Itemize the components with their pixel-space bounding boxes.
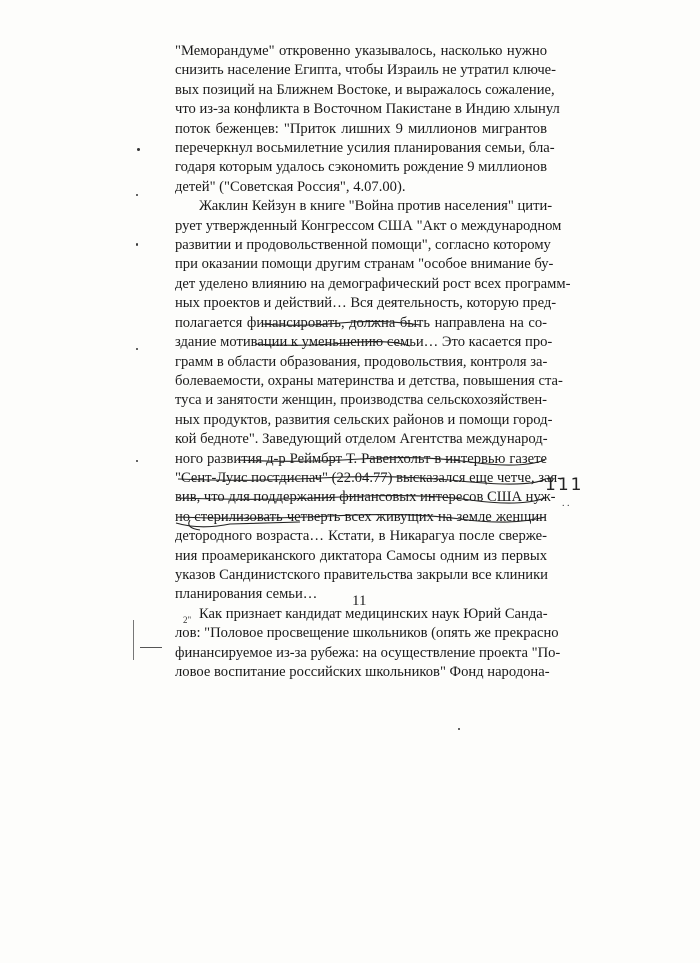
text-line: рует утвержденный Конгрессом США "Акт о международном bbox=[175, 217, 562, 234]
text-line: при оказании помощи другим странам "особое внимание бу- bbox=[175, 256, 554, 273]
text-line: указов Сандинистского правительства закрыли все клиники bbox=[175, 566, 548, 583]
text-line: Жаклин Кейзун в книге "Война против населения" цити- bbox=[199, 198, 553, 215]
margin-dots: . . bbox=[562, 498, 570, 509]
scan-speck bbox=[137, 148, 140, 151]
text-line: здание мотивации к уменьшению семьи… Это касается про- bbox=[175, 334, 553, 351]
text-line: что из-за конфликта в Восточном Пакистане в Индию хлынул bbox=[175, 101, 560, 118]
text-line: болеваемости, охраны материнства и детства, повышения ста- bbox=[175, 372, 563, 389]
text-line: вых позиций на Ближнем Востоке, и выражалось сожаление, bbox=[175, 81, 555, 98]
scan-speck bbox=[136, 348, 138, 350]
scan-speck bbox=[136, 194, 138, 196]
scan-edge-line bbox=[133, 620, 134, 660]
text-line: лов: "Половое просвещение школьников (опять же прекрасно bbox=[175, 625, 559, 642]
text-line: "Сент-Луис постдиспач" (22.04.77) высказался еще четче, зая- bbox=[175, 469, 563, 486]
text-line: детородного возраста… Кстати, в Никарагуа после сверже- bbox=[175, 528, 547, 545]
side-mark: 2" bbox=[183, 615, 192, 625]
text-line: Как признает кандидат медицинских наук Юрий Сандa- bbox=[199, 605, 548, 622]
text-line: годаря которым удалось сэкономить рождение 9 миллионов bbox=[175, 159, 547, 176]
text-line: ных продуктов, развития сельских районов и помощи город- bbox=[175, 411, 553, 428]
text-line: поток беженцев: "Приток лишних 9 миллионов мигрантов bbox=[175, 120, 547, 137]
scan-speck bbox=[136, 243, 138, 246]
text-line: финансируемое из-за рубежа: на осуществление проекта "По- bbox=[175, 644, 561, 661]
text-line: "Меморандуме" откровенно указывалось, насколько нужно bbox=[175, 43, 547, 59]
text-line: туса и занятости женщин, производства сельскохозяйствен- bbox=[175, 392, 547, 409]
text-line: вив, что для поддержания финансовых интересов США нуж- bbox=[175, 489, 556, 506]
text-line: снизить население Египта, чтобы Израиль не утратил ключе- bbox=[175, 62, 557, 79]
text-line: но стерилизовать четверть всех живущих на земле женщин bbox=[175, 508, 547, 525]
text-line: ния проамериканского диктатора Самосы одним из первых bbox=[175, 547, 547, 564]
text-line: грамм в области образования, продовольствия, контроля за- bbox=[175, 353, 548, 370]
text-line: дет уделено влиянию на демографический рост всех программ- bbox=[175, 275, 571, 292]
text-line: перечеркнул восьмилетние усилия планирования семьи, бла- bbox=[175, 140, 555, 157]
page-number: 11 bbox=[352, 593, 367, 609]
text-line: кой бедноте". Заведующий отделом Агентства международ- bbox=[175, 431, 548, 448]
text-line: развитии и продовольственной помощи", согласно которому bbox=[175, 237, 551, 254]
scan-speck bbox=[136, 460, 138, 462]
text-line: планирования семьи… bbox=[175, 586, 318, 603]
text-line: ловое воспитание российских школьников" Фонд народона- bbox=[175, 664, 550, 680]
scan-speck bbox=[458, 728, 460, 730]
text-line: ных проектов и действий… Вся деятельность, которую пред- bbox=[175, 295, 557, 312]
text-line: детей" ("Советская Россия", 4.07.00). bbox=[175, 178, 406, 195]
handwritten-margin-mark: 111 bbox=[545, 475, 584, 495]
text-line: ного развития д-р Реймбрт Т. Равенхольт в интервью газете bbox=[175, 450, 547, 467]
text-line: полагается финансировать, должна быть направлена на со- bbox=[175, 314, 547, 331]
scan-edge-tick bbox=[140, 647, 162, 648]
